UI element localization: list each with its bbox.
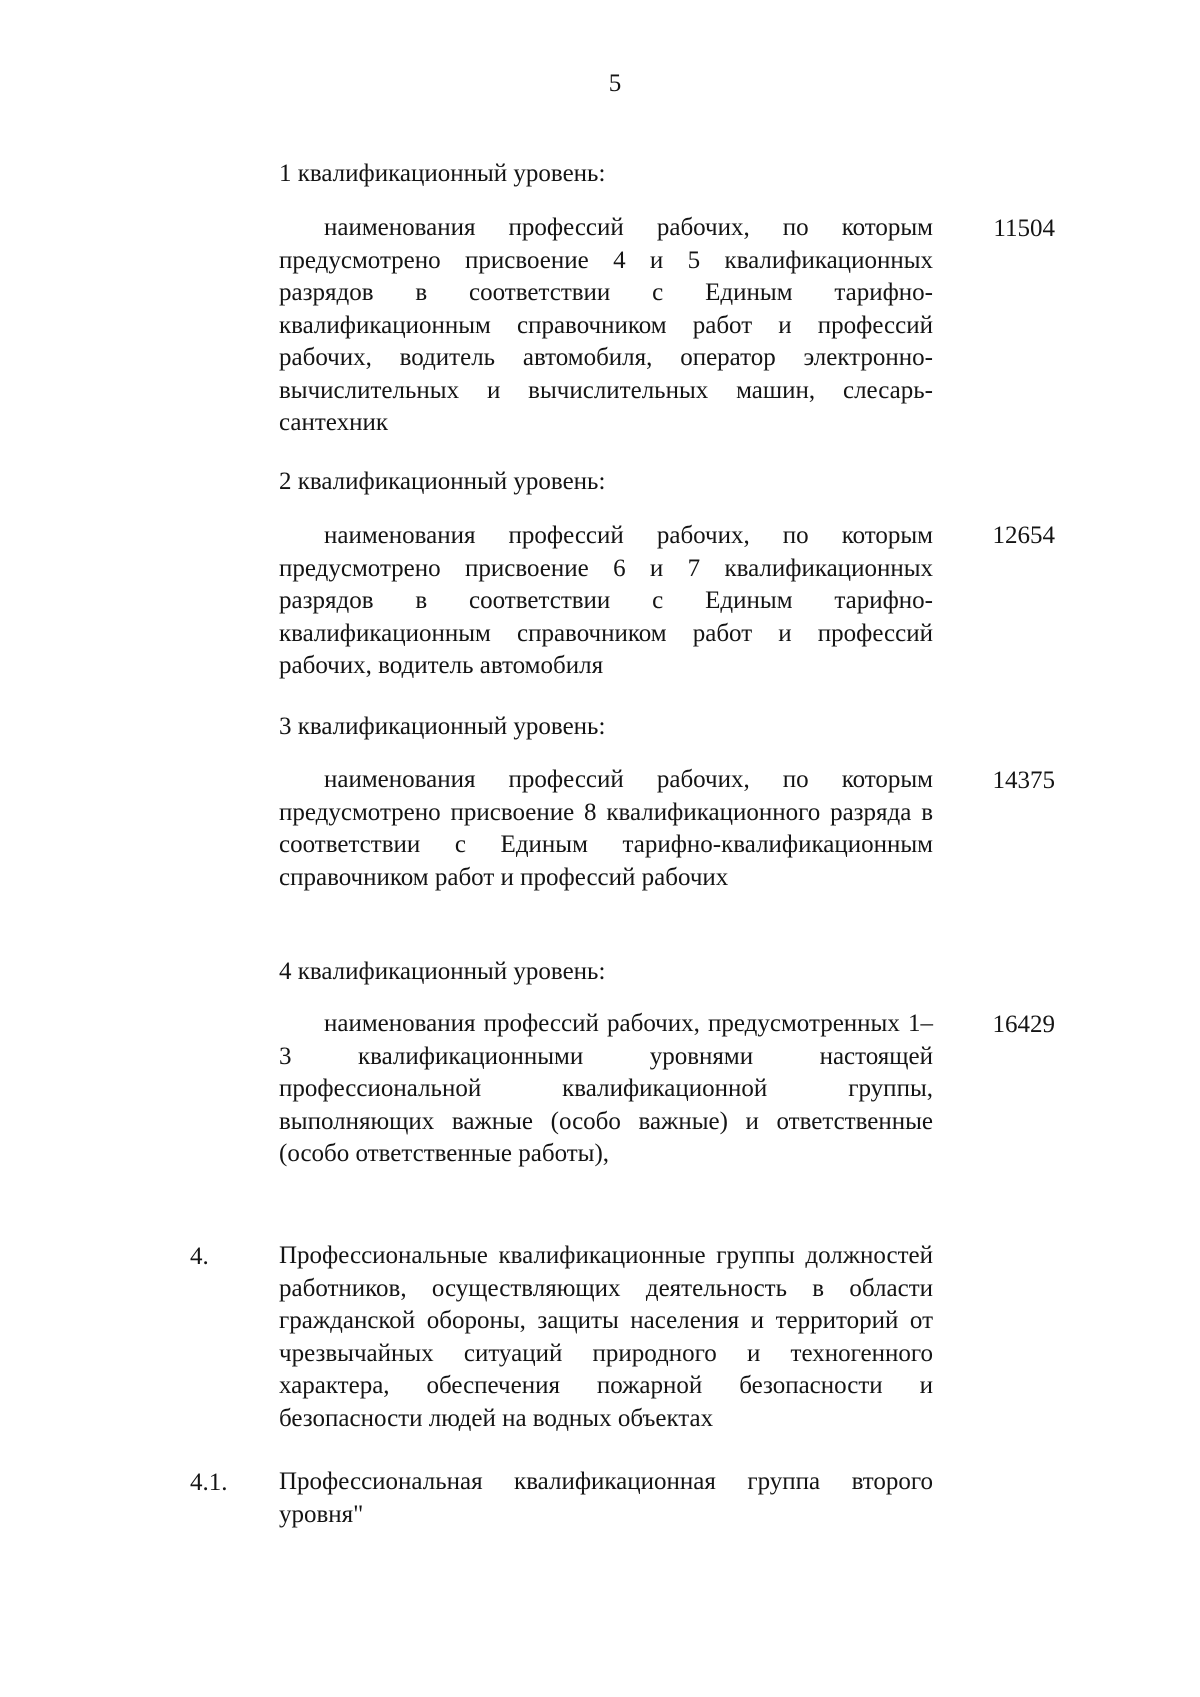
level-3-heading: 3 квалификационный уровень: [279,713,606,740]
level-2-amount: 12654 [992,522,1055,549]
page-number: 5 [608,70,622,97]
level-3-description: наименования профессий рабочих, по которым предусмотрено присвоение 8 квалификационного разряда в соответствии с Единым тарифно-квалификационным справочником работ и профессий рабочих [279,766,933,891]
level-3-amount: 14375 [992,767,1055,794]
level-2-heading: 2 квалификационный уровень: [279,468,606,495]
section-4-text: Профессиональные квалификационные группы должностей работников, осуществляющих деятельность в области гражданской обороны, защиты населения и территорий от чрезвычайных ситуаций природного и техногенного характера, обеспечения пожарной безопасности и безопасности людей на водных объектах [279,1242,933,1432]
level-4-heading: 4 квалификационный уровень: [279,958,606,985]
level-4-description: наименования профессий рабочих, предусмотренных 1–3 квалификационными уровнями настоящей профессиональной квалификационной группы, выполняющих важные (особо важные) и ответственные (особо ответственные работы), [279,1010,933,1167]
section-4-1-text: Профессиональная квалификационная группа второго уровня" [279,1468,933,1528]
level-4-amount: 16429 [992,1011,1055,1038]
level-2-description: наименования профессий рабочих, по которым предусмотрено присвоение 6 и 7 квалификационных разрядов в соответствии с Единым тарифно-квалификационным справочником работ и профессий рабочих, водитель автомобиля [279,522,933,679]
level-1-amount: 11504 [993,215,1055,242]
section-4-number: 4. [190,1243,209,1270]
level-1-description: наименования профессий рабочих, по которым предусмотрено присвоение 4 и 5 квалификационных разрядов в соответствии с Единым тарифно-квалификационным справочником работ и профессий рабочих, водитель автомобиля, оператор электронно-вычислительных и вычислительных машин, слесарь-сантехник [279,214,933,436]
level-1-heading: 1 квалификационный уровень: [279,160,606,187]
section-4-1-number: 4.1. [190,1469,228,1496]
